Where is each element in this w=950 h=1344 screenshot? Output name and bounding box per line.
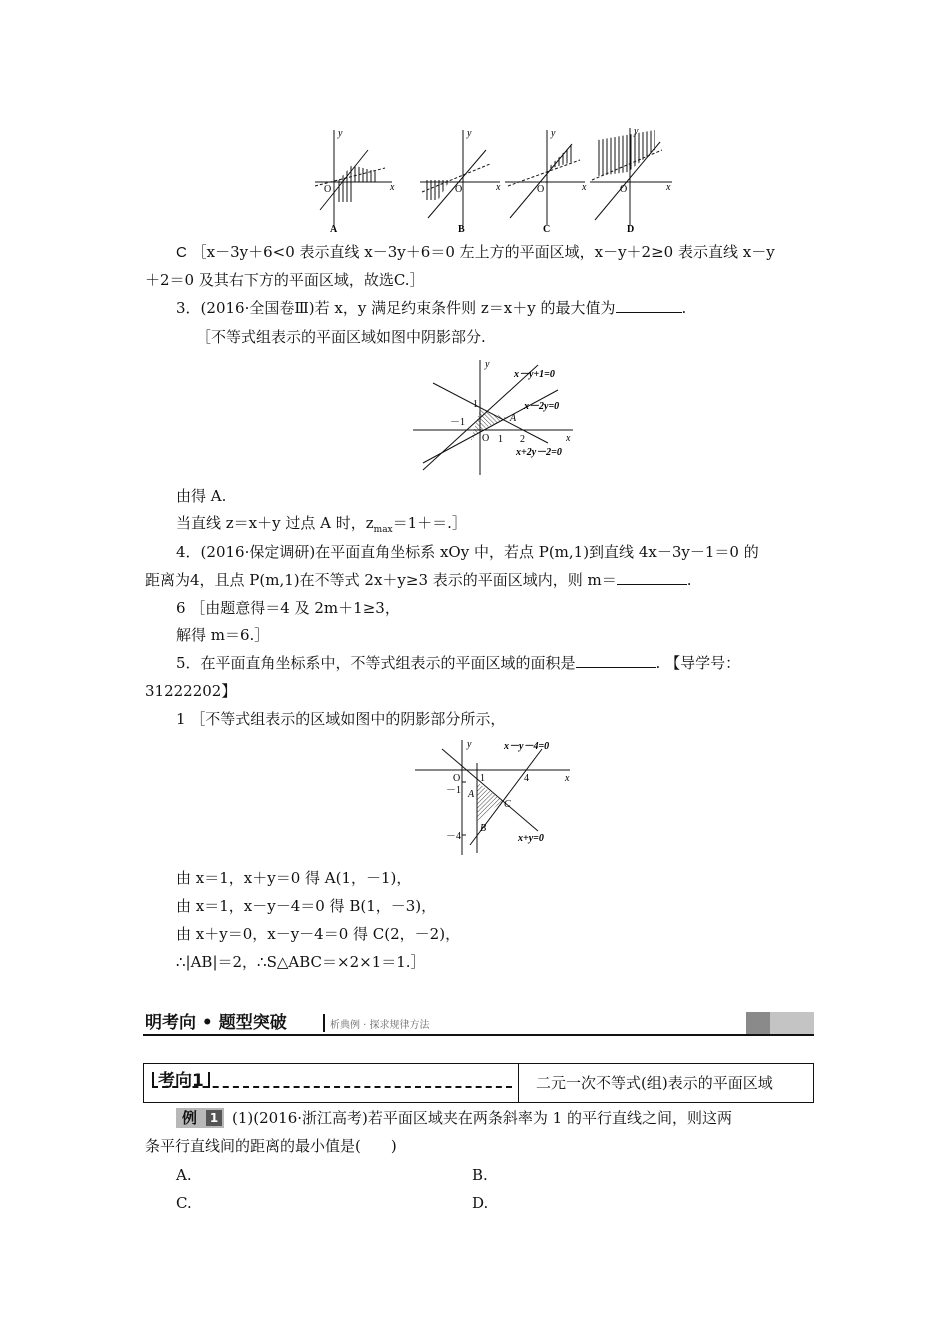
fig2-tick-x1: 1 xyxy=(498,434,503,445)
fig1-b-o: O xyxy=(455,184,463,195)
fig3-x: x xyxy=(565,773,570,784)
figure-q5-region xyxy=(410,735,580,860)
fig1-b-x: x xyxy=(496,182,501,193)
fig3-line2: x+y=0 xyxy=(518,833,544,844)
fig2-line1: x－y+1=0 xyxy=(514,369,555,380)
section-rule xyxy=(143,1034,814,1036)
q4-line2 xyxy=(145,569,692,591)
q4-line2-text: 距离为4，且点 P(m,1)在不等式 2x＋y≥3 表示的平面区域内，则 m＝ xyxy=(145,571,617,589)
q2-answer-line2: ＋2＝0 及其右下方的平面区域，故选C.］ xyxy=(145,271,425,289)
fig2-tick-x2: 2 xyxy=(520,434,525,445)
q3-stem-text: 3．(2016·全国卷Ⅲ)若 x，y 满足约束条件则 z＝x＋y 的最大值为 xyxy=(176,299,616,317)
kaoxiang-label-text: 考向1 xyxy=(158,1071,204,1091)
fig1-label-d: D xyxy=(627,224,635,235)
q5-step4: ∴|AB|＝2，∴S△ABC＝×2×1＝1.］ xyxy=(176,953,426,971)
q5-solution-intro: 1 ［不等式组表示的区域如图中的阴影部分所示， xyxy=(176,710,506,728)
q5-line2: 31222202】 xyxy=(145,682,237,700)
fig1-a-o: O xyxy=(324,184,332,195)
fig3-o: O xyxy=(453,773,461,784)
example-option-d: D. xyxy=(472,1194,489,1212)
fig1-d-x: x xyxy=(666,182,671,193)
q5-line1-text: 5．在平面直角坐标系中，不等式组表示的平面区域的面积是 xyxy=(176,654,576,672)
q3-stem xyxy=(176,297,686,319)
fig2-line2: x－2y=0 xyxy=(524,401,560,412)
fig3-line1: x－y－4=0 xyxy=(504,741,550,752)
fig3-point-b: B xyxy=(480,823,487,834)
fig3-tick-x1: 1 xyxy=(480,773,485,784)
fig1-label-c: C xyxy=(543,224,551,235)
kaoxiang-dashed-line xyxy=(152,1086,512,1088)
q2-choice: C xyxy=(176,244,187,261)
example-option-a: A. xyxy=(176,1166,192,1184)
fig2-tick-y1: 1 xyxy=(473,399,478,410)
q3-sol-b-sub: max xyxy=(373,525,393,535)
q4-blank xyxy=(617,570,687,585)
q4-tail: . xyxy=(686,571,692,589)
q3-stem-tail: . xyxy=(681,299,687,317)
q3-solution-a: 由得 A. xyxy=(176,487,227,505)
graph-b xyxy=(420,128,501,235)
q3-sol-b-post: ＝1＋＝.］ xyxy=(392,514,467,532)
fig2-tick-xm1: －1 xyxy=(450,417,465,428)
q3-solution-intro: ［不等式组表示的平面区域如图中阴影部分. xyxy=(196,328,486,346)
q4-solution1: 6 ［由题意得＝4 及 2m＋1≥3， xyxy=(176,599,400,617)
section-header xyxy=(143,1012,814,1036)
fig3-point-a: A xyxy=(468,789,475,800)
fig2-line3: x+2y－2=0 xyxy=(516,447,562,458)
fig2-y: y xyxy=(485,359,490,370)
q3-solution-b xyxy=(176,512,467,541)
fig1-d-y: y xyxy=(634,126,639,137)
kaoxiang-box xyxy=(143,1063,814,1103)
example-badge-label: 例 xyxy=(182,1109,198,1127)
section-separator xyxy=(323,1014,325,1032)
graph-d xyxy=(590,126,672,235)
kaoxiang-title: 二元一次不等式(组)表示的平面区域 xyxy=(536,1074,773,1092)
graph-a xyxy=(315,128,395,235)
example-badge xyxy=(176,1108,224,1128)
q5-step2: 由 x＝1，x－y－4＝0 得 B(1，－3)， xyxy=(176,897,437,915)
fig3-point-c: C xyxy=(504,799,511,810)
fig1-d-o: O xyxy=(620,184,628,195)
fig1-a-y: y xyxy=(338,128,343,139)
q5-step1: 由 x＝1，x＋y＝0 得 A(1，－1)， xyxy=(176,869,412,887)
section-subtitle: 析典例 · 探求规律方法 xyxy=(330,1020,430,1031)
fig3-tick-x4: 4 xyxy=(524,773,529,784)
q2-answer-text1: ［x－3y＋6<0 表示直线 x－3y＋6＝0 左上方的平面区域，x－y＋2≥0 表示直线 x－y xyxy=(191,243,775,261)
q3-blank xyxy=(616,298,682,313)
fig1-label-b: B xyxy=(458,224,465,235)
fig1-b-y: y xyxy=(467,128,472,139)
q5-line1-tail: . 【导学号： xyxy=(655,654,741,672)
fig3-y: y xyxy=(467,739,472,750)
figure-q3-region xyxy=(408,355,578,480)
q5-line1 xyxy=(176,652,740,674)
fig1-label-a: A xyxy=(330,224,338,235)
graph-c xyxy=(505,128,587,235)
example-badge-number: 1 xyxy=(206,1110,222,1126)
section-title: 明考向 • 题型突破 xyxy=(145,1013,287,1033)
figure-four-regions xyxy=(310,120,680,235)
q4-line1: 4．(2016·保定调研)在平面直角坐标系 xOy 中，若点 P(m,1)到直线 4x－3y－1＝0 的 xyxy=(176,543,759,561)
section-light-block xyxy=(770,1012,814,1034)
example-option-c: C. xyxy=(176,1194,192,1212)
fig3-tick-ym1: －1 xyxy=(446,785,461,796)
fig1-a-x: x xyxy=(390,182,395,193)
fig2-x: x xyxy=(566,433,571,444)
section-dark-block xyxy=(746,1012,770,1034)
example-line2: 条平行直线间的距离的最小值是( ) xyxy=(145,1137,397,1155)
fig1-c-o: O xyxy=(537,184,545,195)
example-option-b: B. xyxy=(472,1166,488,1184)
q5-blank xyxy=(576,653,656,668)
q4-solution2: 解得 m＝6.］ xyxy=(176,626,270,644)
q3-sol-b-pre: 当直线 z＝x＋y 过点 A 时，z xyxy=(176,514,374,532)
fig1-c-y: y xyxy=(551,128,556,139)
q2-answer-line1 xyxy=(176,241,775,264)
fig2-point-a: A xyxy=(510,413,517,424)
fig1-c-x: x xyxy=(582,182,587,193)
fig2-o: O xyxy=(482,433,490,444)
fig3-tick-ym4: －4 xyxy=(446,831,461,842)
example-line1: (1)(2016·浙江高考)若平面区域夹在两条斜率为 1 的平行直线之间，则这两 xyxy=(232,1109,732,1127)
kaoxiang-divider xyxy=(518,1064,519,1102)
q5-step3: 由 x＋y＝0，x－y－4＝0 得 C(2，－2)， xyxy=(176,925,461,943)
